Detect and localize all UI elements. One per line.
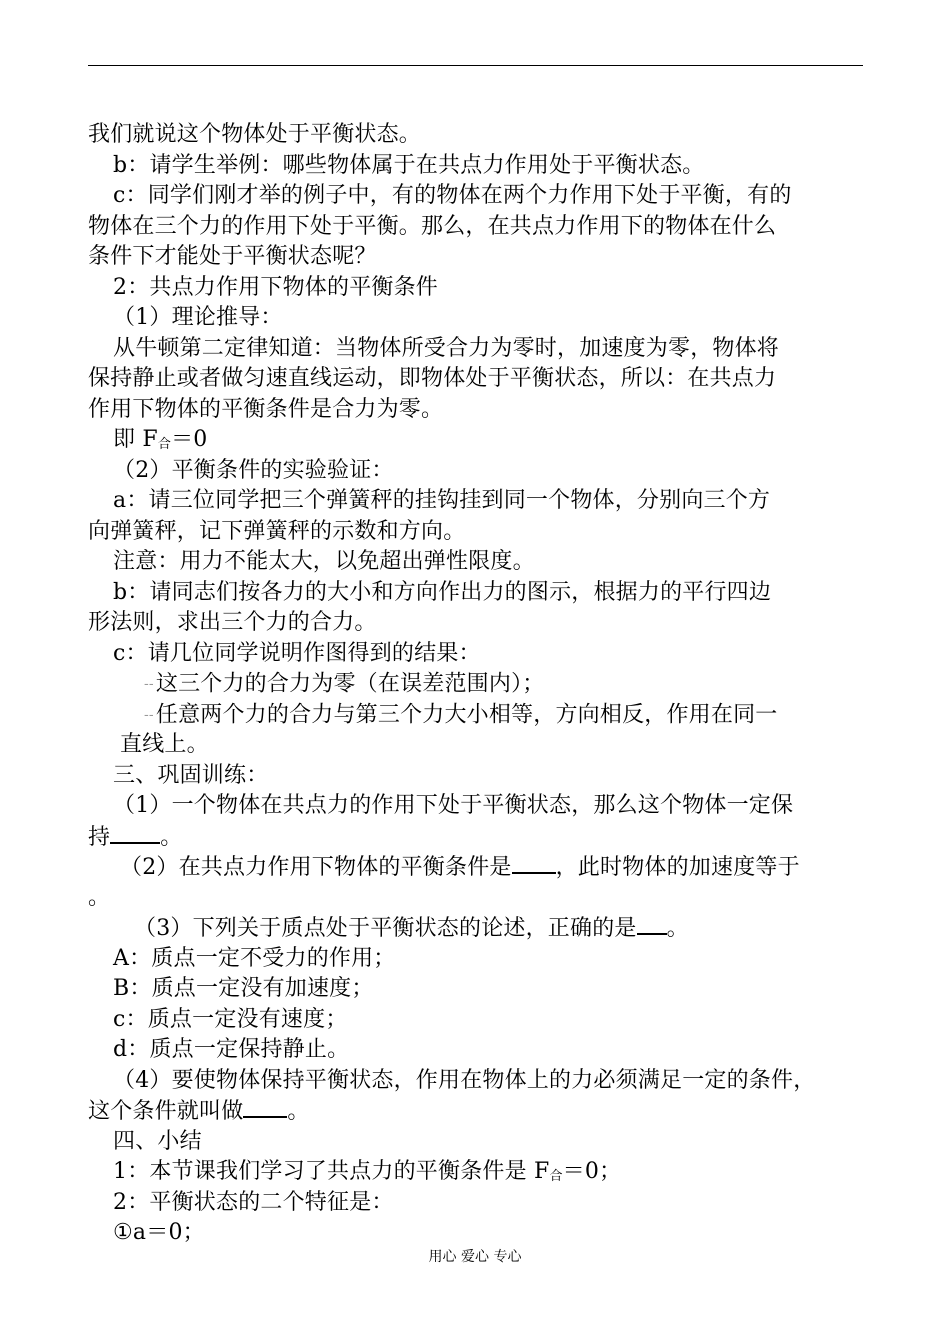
summary-line [88, 1157, 863, 1188]
bullet-dash-icon: -- [144, 706, 154, 723]
answer-blank [110, 822, 160, 844]
question-text: 这个条件就叫做 [88, 1099, 244, 1124]
option-c: c：质点一定没有速度； [113, 1006, 348, 1032]
question-text: 。 [666, 916, 689, 941]
question-text: （2）在共点力作用下物体的平衡条件是 [120, 855, 512, 880]
header-rule [88, 65, 863, 66]
paragraph-line: c：同学们刚才举的例子中，有的物体在两个力作用下处于平衡，有的 [113, 183, 792, 208]
option-a: A：质点一定不受力的作用； [113, 945, 396, 971]
result-text: 任意两个力的合力与第三个力大小相等，方向相反，作用在同一 [155, 701, 778, 727]
question-line [88, 913, 863, 944]
answer-blank [512, 852, 556, 874]
formula-suffix: ＝0 [171, 427, 208, 452]
paragraph-line: 我们就说这个物体处于平衡状态。 [88, 122, 422, 147]
question-text: 持 [88, 824, 111, 850]
subsection-heading: （2）平衡条件的实验验证： [113, 457, 394, 483]
paragraph-line: 条件下才能处于平衡状态呢？ [88, 244, 377, 269]
summary-text: ＝0； [562, 1159, 622, 1184]
summary-line: ①a＝0； [113, 1220, 205, 1245]
paragraph-line: 形法则，求出三个力的合力。 [88, 610, 377, 635]
paragraph-line: 从牛顿第二定律知道：当物体所受合力为零时，加速度为零，物体将 [113, 335, 780, 361]
result-item [88, 700, 863, 731]
formula-prefix: 即 F [113, 427, 158, 452]
paragraph-line: 保持静止或者做匀速直线运动，即物体处于平衡状态，所以：在共点力 [88, 366, 777, 391]
question-line [88, 852, 863, 883]
result-item [88, 669, 863, 700]
formula-subscript: 合 [157, 437, 172, 452]
subsection-heading: （1）理论推导： [113, 305, 283, 330]
summary-subscript: 合 [549, 1169, 563, 1184]
summary-line: 2：平衡状态的二个特征是： [113, 1189, 394, 1215]
paragraph-line: a：请三位同学把三个弹簧秤的挂钩挂到同一个物体，分别向三个方 [113, 488, 771, 513]
summary-text: 1：本节课我们学习了共点力的平衡条件是 F [113, 1159, 550, 1184]
answer-blank [637, 913, 667, 935]
option-b: B：质点一定没有加速度； [113, 976, 374, 1001]
question-line: （1）一个物体在共点力的作用下处于平衡状态，那么这个物体一定保 [113, 793, 794, 818]
option-d: d：质点一定保持静止。 [113, 1037, 350, 1062]
section-heading: 三、巩固训练： [113, 762, 269, 788]
bullet-dash-icon: -- [144, 676, 154, 692]
question-line [88, 1096, 863, 1127]
page-footer: 用心 爱心 专心 [428, 1249, 522, 1265]
formula-line [88, 425, 863, 456]
question-text: （3）下列关于质点处于平衡状态的论述，正确的是 [134, 916, 637, 941]
question-text: ，此时物体的加速度等于 [555, 855, 800, 880]
document-body [88, 120, 863, 1249]
paragraph-line: b：请同志们按各力的大小和方向作出力的图示，根据力的平行四边 [113, 579, 772, 605]
section-heading: 四、小结 [113, 1128, 202, 1154]
paragraph-line: 。 [88, 884, 111, 910]
answer-blank [243, 1096, 287, 1118]
paragraph-line: 物体在三个力的作用下处于平衡。那么，在共点力作用下的物体在什么 [88, 213, 777, 239]
question-text: 。 [287, 1099, 310, 1124]
paragraph-line: 作用下物体的平衡条件是合力为零。 [88, 396, 444, 422]
paragraph-line: 直线上。 [120, 732, 209, 757]
paragraph-line: 注意：用力不能太大，以免超出弹性限度。 [113, 549, 535, 574]
question-line: （4）要使物体保持平衡状态，作用在物体上的力必须满足一定的条件， [113, 1067, 816, 1093]
paragraph-line: b：请学生举例：哪些物体属于在共点力作用处于平衡状态。 [113, 152, 705, 178]
result-text: 这三个力的合力为零（在误差范围内）； [155, 671, 545, 697]
paragraph-line: 向弹簧秤，记下弹簧秤的示数和方向。 [88, 518, 466, 544]
question-line [88, 822, 863, 853]
question-text: 。 [160, 824, 183, 850]
paragraph-line: c：请几位同学说明作图得到的结果： [113, 640, 481, 666]
section-heading: 2：共点力作用下物体的平衡条件 [113, 274, 438, 300]
